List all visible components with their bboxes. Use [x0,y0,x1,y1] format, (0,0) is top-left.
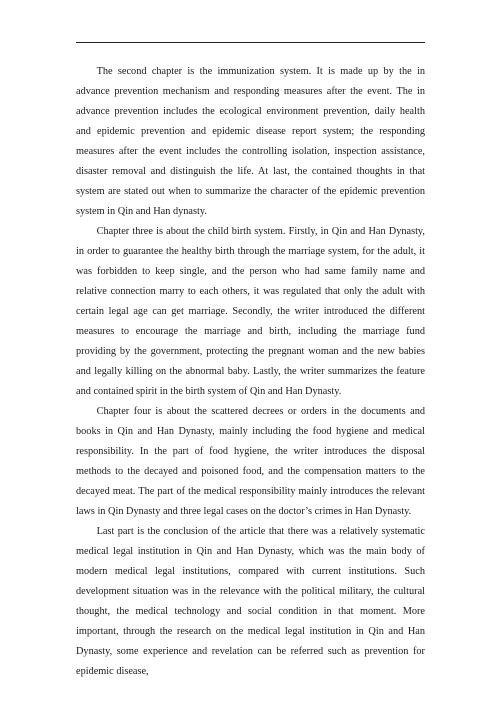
header-rule [76,42,425,43]
paragraph-chapter-two: The second chapter is the immunization system. It is made up by the in advance prevention mechanism and responding measures after the event. The in advance prevention includes the ecological environment prevention, daily health and epidemic prevention and epidemic disease report system; the responding measures after the event includes the controlling isolation, inspection assistance, disaster removal and distinguish the life. At last, the contained thoughts in that system are stated out when to summarize the character of the epidemic prevention system in Qin and Han dynasty. [76,66,425,217]
body-text [76,62,425,682]
paragraph-chapter-three: Chapter three is about the child birth system. Firstly, in Qin and Han Dynasty, in order to guarantee the healthy birth through the marriage system, for the adult, it was forbidden to keep single, and the person who had same family name and relative connection marry to each others, it was regulated that only the adult with certain legal age can get marriage. Secondly, the writer introduced the different measures to encourage the marriage and birth, including the marriage fund providing by the government, protecting the pregnant woman and the new babies and legally killing on the abnormal baby. Lastly, the writer summarizes the feature and contained spirit in the birth system of Qin and Han Dynasty. [76,226,425,397]
paragraph-chapter-four: Chapter four is about the scattered decrees or orders in the documents and books in Qin and Han Dynasty, mainly including the food hygiene and medical responsibility. In the part of food hygiene, the writer introduces the disposal methods to the decayed and poisoned food, and the compensation matters to the decayed meat. The part of the medical responsibility mainly introduces the relevant laws in Qin Dynasty and three legal cases on the doctor’s crimes in Han Dynasty. [76,406,425,517]
paragraph-conclusion: Last part is the conclusion of the article that there was a relatively systematic medical legal institution in Qin and Han Dynasty, which was the main body of modern medical legal institutions, compared with current institutions. Such development situation was in the relevance with the political military, the cultural thought, the medical technology and social condition in that moment. More important, through the research on the medical legal institution in Qin and Han Dynasty, some experience and revelation can be referred such as prevention for epidemic disease, [76,526,425,677]
